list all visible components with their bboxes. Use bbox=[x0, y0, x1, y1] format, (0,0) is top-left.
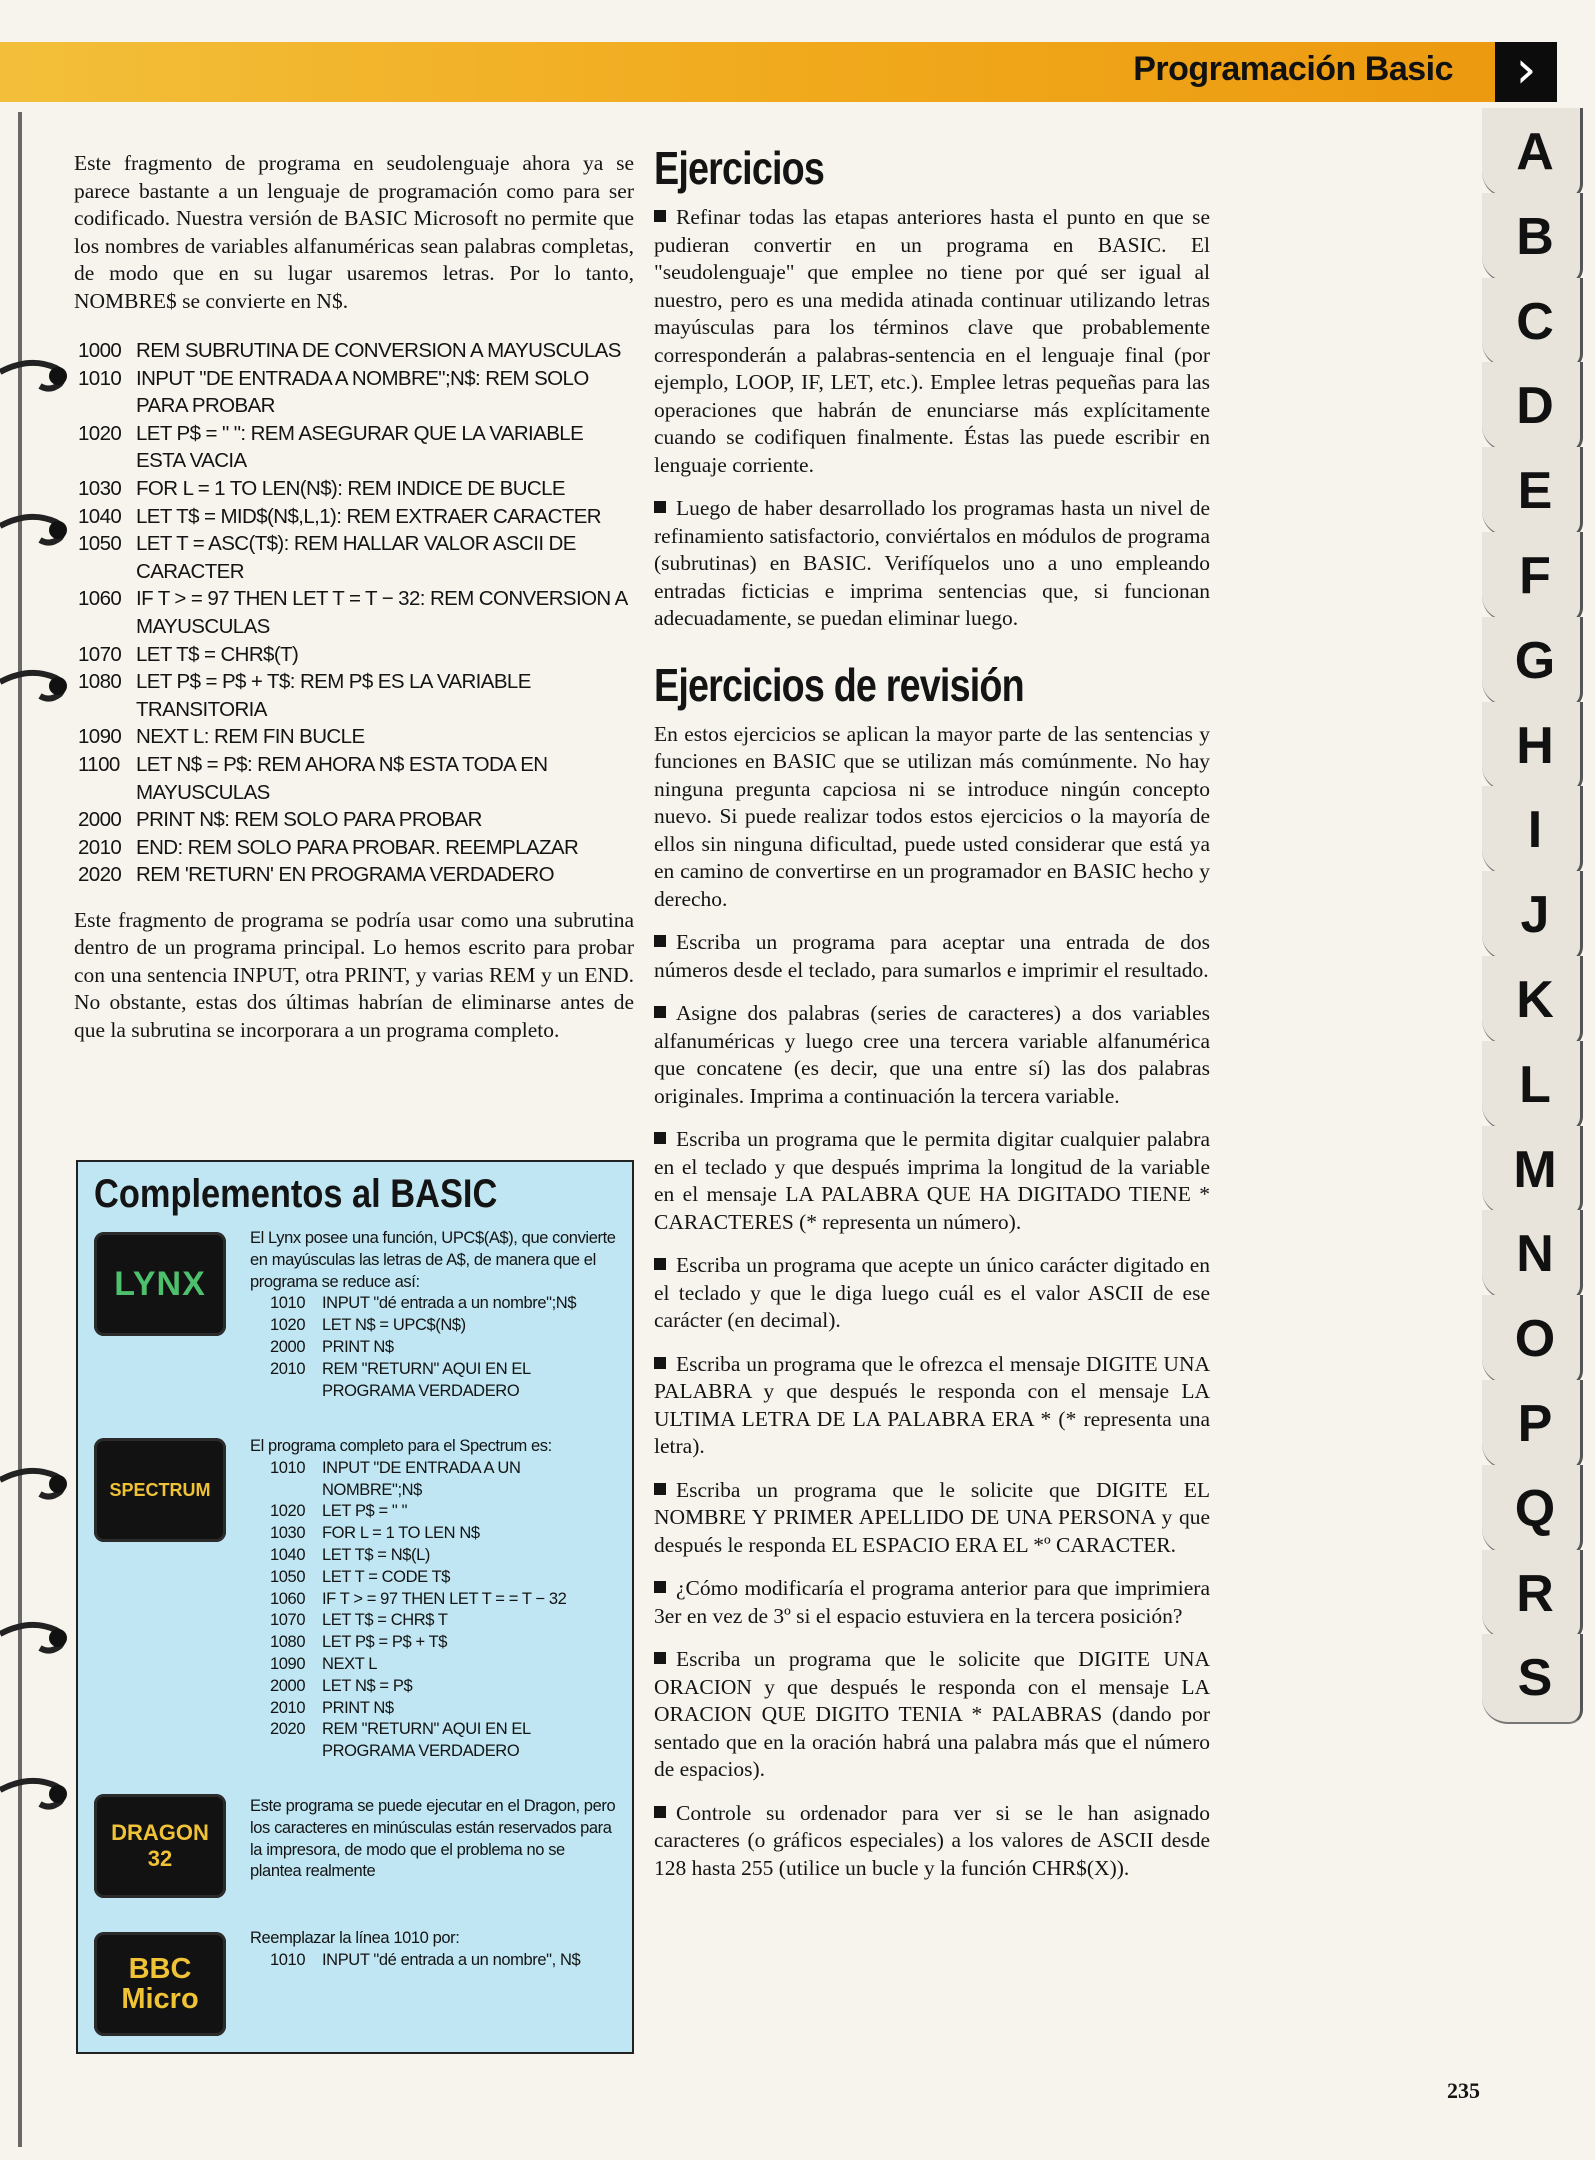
spectrum-code-line-text: FOR L = 1 TO LEN N$ bbox=[322, 1524, 480, 1543]
revision-item-text: Escriba un programa que le solicite que DIGITE UNA ORACION y que después le responda con el mensaje LA ORACION QUE DIGITO TENIA * PALABRAS (dando por sentado que en la oración habrá una palabra más que el número de espacios). bbox=[654, 1647, 1210, 1781]
margin-rule bbox=[18, 112, 22, 2147]
code-line bbox=[78, 530, 634, 585]
bullet-square-icon bbox=[654, 1652, 666, 1664]
revision-item bbox=[654, 1126, 1210, 1236]
spectrum-code-line-text: LET T$ = CHR$ T bbox=[322, 1611, 448, 1630]
code-line-text: FOR L = 1 TO LEN(N$): REM INDICE DE BUCLE bbox=[136, 476, 565, 500]
header-banner bbox=[0, 42, 1495, 102]
ejercicio-item bbox=[654, 204, 1210, 479]
spectrum-code-line-number: 1090 bbox=[270, 1654, 306, 1673]
spectrum-code-line-number: 1030 bbox=[270, 1524, 306, 1543]
code-line bbox=[78, 723, 634, 751]
section-title: Programación Basic bbox=[1133, 50, 1453, 88]
bullet-square-icon bbox=[654, 1806, 666, 1818]
spectrum-code-line-number: 1080 bbox=[270, 1633, 306, 1652]
code-line-text: REM 'RETURN' EN PROGRAMA VERDADERO bbox=[136, 863, 554, 887]
spectrum-code-line bbox=[250, 1501, 618, 1523]
spectrum-code-line-text: NEXT L bbox=[322, 1654, 378, 1673]
revision-item bbox=[654, 1575, 1210, 1630]
code-line-text: LET N$ = P$: REM AHORA N$ ESTA TODA EN MAYUSCULAS bbox=[136, 752, 548, 804]
revision-item-text: Escriba un programa que le ofrezca el mensaje DIGITE UNA PALABRA y que después le responda con el mensaje LA ULTIMA LETRA DE LA PALABRA ERA * (* representa una letra). bbox=[654, 1351, 1210, 1458]
dragon-entry bbox=[250, 1796, 618, 1883]
bullet-square-icon bbox=[654, 935, 666, 947]
spectrum-code-line-number: 1020 bbox=[270, 1502, 306, 1521]
bbc-text: Reemplazar la línea 1010 por: bbox=[250, 1929, 460, 1947]
spectrum-code-line-number: 1040 bbox=[270, 1545, 306, 1564]
spectrum-code bbox=[250, 1458, 618, 1763]
lynx-code-line-text: LET N$ = UPC$(N$) bbox=[322, 1316, 466, 1335]
lynx-entry bbox=[250, 1228, 618, 1402]
left-column bbox=[74, 150, 634, 1044]
spectrum-text: El programa completo para el Spectrum es: bbox=[250, 1437, 552, 1455]
bbc-badge-line1: BBC bbox=[128, 1953, 192, 1985]
ejercicio-item bbox=[654, 495, 1210, 633]
lynx-code-line-number: 1020 bbox=[270, 1316, 306, 1335]
tab-o[interactable]: O bbox=[1514, 1310, 1556, 1369]
bullet-square-icon bbox=[654, 1132, 666, 1144]
spectrum-code-line bbox=[250, 1589, 618, 1611]
spectrum-code-line-number: 1060 bbox=[270, 1589, 306, 1608]
spectrum-code-line bbox=[250, 1458, 618, 1502]
tab-n[interactable]: N bbox=[1516, 1225, 1554, 1284]
spectrum-code-line-number: 1070 bbox=[270, 1611, 306, 1630]
code-line-text: LET T$ = MID$(N$,L,1): REM EXTRAER CARACTER bbox=[136, 504, 601, 528]
lynx-code-line-text: REM "RETURN" AQUI EN EL PROGRAMA VERDADERO bbox=[322, 1359, 531, 1400]
spectrum-code-line-text: PRINT N$ bbox=[322, 1698, 394, 1717]
code-line-text: PRINT N$: REM SOLO PARA PROBAR bbox=[136, 808, 482, 832]
tab-h[interactable]: H bbox=[1516, 716, 1554, 775]
spectrum-badge: SPECTRUM bbox=[94, 1438, 226, 1542]
spectrum-code-line-number: 2010 bbox=[270, 1698, 306, 1717]
bbc-code-line-number: 1010 bbox=[270, 1950, 306, 1969]
tab-p[interactable]: P bbox=[1517, 1395, 1553, 1453]
intro-paragraph: Este fragmento de programa en seudolenguaje ahora ya se parece bastante a un lenguaje de programación como para ser codificado. Nuestra versión de BASIC Microsoft no permite que los nombres de variables alfanuméricas sean palabras completas, de modo que en su lugar usaremos letras. Por lo tanto, NOMBRE$ se convierte en N$. bbox=[74, 151, 634, 313]
index-tabs bbox=[1496, 110, 1595, 2160]
lynx-badge: LYNX bbox=[94, 1232, 226, 1336]
revision-list bbox=[654, 929, 1210, 1882]
spectrum-entry bbox=[250, 1436, 618, 1763]
box-title: Complementos al BASIC bbox=[94, 1172, 498, 1216]
spectrum-code-line bbox=[250, 1567, 618, 1589]
code-line bbox=[78, 475, 634, 503]
tab-m[interactable]: M bbox=[1513, 1140, 1557, 1199]
revision-item bbox=[654, 1646, 1210, 1784]
tab-q[interactable]: Q bbox=[1514, 1479, 1556, 1538]
binder-ring-icon bbox=[0, 1614, 70, 1656]
code-listing bbox=[78, 337, 634, 889]
revision-intro: En estos ejercicios se aplican la mayor parte de las sentencias y funciones en BASIC que se utilizan más comúnmente. No hay ninguna pregunta capciosa ni se introduce ningún concepto nuevo. Si puede realizar todos estos ejercicios o la mayoría de ellos sin ninguna dificultad, puede usted considerar que está ya en camino de convertirse en un programador en BASIC hecho y derecho. bbox=[654, 721, 1210, 911]
revision-item bbox=[654, 1477, 1210, 1560]
code-line bbox=[78, 806, 634, 834]
spectrum-code-line-text: IF T > = 97 THEN LET T = = T − 32 bbox=[322, 1589, 567, 1608]
code-line-number: 1090 bbox=[78, 725, 122, 749]
bullet-square-icon bbox=[654, 210, 666, 222]
code-line-text: END: REM SOLO PARA PROBAR. REEMPLAZAR bbox=[136, 835, 579, 859]
code-line-text: LET P$ = P$ + T$: REM P$ ES LA VARIABLE TRANSITORIA bbox=[136, 670, 531, 721]
bbc-code-line bbox=[250, 1950, 618, 1972]
lynx-text: El Lynx posee una función, UPC$(A$), que convierte en mayúsculas las letras de A$, de manera que el programa se reduce así: bbox=[250, 1229, 616, 1291]
revision-item-text: Escriba un programa que le permita digitar cualquier palabra en el teclado y que después imprima la longitud de la variable en el mensaje LA PALABRA QUE HA DIGITADO TIENE * CARACTERES (* representa un número). bbox=[654, 1127, 1210, 1234]
spectrum-code-line bbox=[250, 1654, 618, 1676]
spectrum-code-line bbox=[250, 1676, 618, 1698]
code-line-text: LET T$ = CHR$(T) bbox=[136, 642, 299, 666]
spectrum-code-line-text: LET T$ = N$(L) bbox=[322, 1545, 430, 1564]
spectrum-code-line-number: 1050 bbox=[270, 1567, 306, 1586]
bullet-square-icon bbox=[654, 1581, 666, 1593]
dragon-text: Este programa se puede ejecutar en el Dragon, pero los caracteres en minúsculas están reservados para la impresora, de modo que el problema no se plantea realmente bbox=[250, 1797, 616, 1881]
code-line-text: NEXT L: REM FIN BUCLE bbox=[136, 725, 365, 749]
lynx-code bbox=[250, 1293, 618, 1402]
bullet-square-icon bbox=[654, 1483, 666, 1495]
code-line bbox=[78, 834, 634, 862]
code-line bbox=[78, 337, 634, 365]
revision-item-text: Asigne dos palabras (series de caracteres) a dos variables alfanuméricas y luego cree una tercera variable alfanumérica que concatene (es decir, que una entre sí) las dos palabras originales. Imprima a continuación la tercera variable. bbox=[654, 1001, 1210, 1108]
code-line-number: 1060 bbox=[78, 587, 122, 611]
bbc-code-line-text: INPUT "dé entrada a un nombre", N$ bbox=[322, 1950, 581, 1969]
tab-f[interactable]: F bbox=[1519, 547, 1551, 605]
revision-heading: Ejercicios de revisión bbox=[654, 658, 1024, 711]
tab-k[interactable]: K bbox=[1516, 971, 1554, 1029]
revision-item bbox=[654, 1252, 1210, 1335]
code-line-number: 2000 bbox=[78, 808, 122, 832]
page-number: 235 bbox=[1447, 2078, 1480, 2103]
spectrum-code-line bbox=[250, 1545, 618, 1567]
complementos-box bbox=[76, 1160, 634, 2054]
spectrum-code-line-number: 2020 bbox=[270, 1720, 306, 1739]
lynx-code-line-number: 1010 bbox=[270, 1294, 306, 1313]
lynx-code-line-number: 2000 bbox=[270, 1337, 306, 1356]
spectrum-code-line bbox=[250, 1719, 618, 1763]
spectrum-code-line bbox=[250, 1610, 618, 1632]
tab-c[interactable]: C bbox=[1516, 292, 1554, 351]
binder-ring-icon bbox=[0, 1770, 70, 1812]
dragon-badge-line2: 32 bbox=[147, 1846, 173, 1871]
revision-item bbox=[654, 1800, 1210, 1883]
tab-s[interactable]: S bbox=[1517, 1649, 1553, 1708]
revision-item-text: Controle su ordenador para ver si se le han asignado caracteres (o gráficos especiales) a los valores de ASCII desde 128 hasta 255 (utilice un bucle y la función CHR$(X)). bbox=[654, 1800, 1210, 1880]
code-line-text: IF T > = 97 THEN LET T = T − 32: REM CONVERSION A MAYUSCULAS bbox=[136, 587, 627, 638]
spectrum-code-line bbox=[250, 1632, 618, 1654]
revision-item bbox=[654, 1351, 1210, 1461]
tab-i[interactable]: I bbox=[1527, 801, 1543, 860]
code-line bbox=[78, 751, 634, 806]
spectrum-code-line bbox=[250, 1523, 618, 1545]
spectrum-code-line-text: LET P$ = " " bbox=[322, 1502, 408, 1521]
code-line-text: LET T = ASC(T$): REM HALLAR VALOR ASCII DE CARACTER bbox=[136, 532, 576, 583]
code-line bbox=[78, 503, 634, 531]
tab-e[interactable]: E bbox=[1517, 462, 1553, 521]
lynx-code-line bbox=[250, 1337, 618, 1359]
binder-ring-icon bbox=[0, 1460, 70, 1502]
tab-j[interactable]: J bbox=[1520, 886, 1550, 945]
code-line-number: 1050 bbox=[78, 532, 122, 556]
lynx-code-line bbox=[250, 1315, 618, 1337]
lynx-code-line-text: INPUT "dé entrada a un nombre";N$ bbox=[322, 1294, 577, 1313]
code-line-number: 1070 bbox=[78, 642, 122, 666]
revision-item bbox=[654, 1000, 1210, 1110]
code-line-text: INPUT "DE ENTRADA A NOMBRE";N$: REM SOLO PARA PROBAR bbox=[136, 366, 589, 418]
binder-ring-icon bbox=[0, 662, 70, 704]
lynx-code-line bbox=[250, 1359, 618, 1403]
bullet-square-icon bbox=[654, 1006, 666, 1018]
code-line-number: 1080 bbox=[78, 670, 122, 694]
code-line-number: 1020 bbox=[78, 421, 122, 445]
bbc-badge-line2: Micro bbox=[121, 1983, 199, 2015]
revision-item bbox=[654, 929, 1210, 984]
dragon-badge-line1: DRAGON bbox=[111, 1820, 209, 1845]
bullet-square-icon bbox=[654, 1357, 666, 1369]
code-line-text: LET P$ = " ": REM ASEGURAR QUE LA VARIABLE ESTA VACIA bbox=[136, 421, 584, 473]
spectrum-code-line-text: LET T = CODE T$ bbox=[322, 1567, 451, 1586]
lynx-code-line-number: 2010 bbox=[270, 1359, 306, 1378]
code-line-number: 2020 bbox=[78, 863, 122, 887]
spectrum-code-line-text: LET N$ = P$ bbox=[322, 1676, 413, 1695]
code-line bbox=[78, 420, 634, 475]
tab-l[interactable]: L bbox=[1519, 1055, 1551, 1114]
lynx-code-line-text: PRINT N$ bbox=[322, 1337, 394, 1356]
code-line-number: 1030 bbox=[78, 476, 122, 500]
spectrum-code-line-text: REM "RETURN" AQUI EN EL PROGRAMA VERDADERO bbox=[322, 1720, 531, 1761]
spectrum-code-line bbox=[250, 1698, 618, 1720]
code-line-number: 1000 bbox=[78, 339, 122, 362]
code-line bbox=[78, 585, 634, 640]
right-column bbox=[654, 142, 1210, 1898]
ejercicios-list bbox=[654, 204, 1210, 633]
code-line-number: 2010 bbox=[78, 835, 122, 859]
code-line-text: REM SUBRUTINA DE CONVERSION A MAYUSCULAS bbox=[136, 339, 621, 362]
code-line bbox=[78, 365, 634, 420]
tab-b[interactable]: B bbox=[1516, 207, 1554, 266]
spectrum-code-line-text: INPUT "DE ENTRADA A UN NOMBRE";N$ bbox=[322, 1458, 521, 1499]
binder-ring-icon bbox=[0, 352, 70, 394]
code-line-number: 1010 bbox=[78, 366, 122, 390]
lynx-code-line bbox=[250, 1293, 618, 1315]
code-line bbox=[78, 641, 634, 669]
dragon-badge bbox=[94, 1794, 226, 1898]
bbc-code bbox=[250, 1950, 618, 1972]
revision-item-text: ¿Cómo modificaría el programa anterior para que imprimiera 3er en vez de 3º si el espacio estuviera en la tercera posición? bbox=[654, 1576, 1210, 1628]
revision-item-text: Escriba un programa que le solicite que DIGITE EL NOMBRE Y PRIMER APELLIDO DE UNA PERSONA y que después le responda EL ESPACIO ERA EL *º CARACTER. bbox=[654, 1477, 1210, 1557]
code-line-number: 1040 bbox=[78, 504, 122, 528]
chevron-right-icon[interactable]: › bbox=[1495, 42, 1557, 102]
revision-item-text: Escriba un programa que acepte un único carácter digitado en el teclado y que le diga luego cuál es el valor ASCII de ese carácter (en decimal). bbox=[654, 1253, 1210, 1332]
ejercicios-heading: Ejercicios bbox=[654, 142, 825, 194]
code-line-number: 1100 bbox=[78, 752, 120, 776]
tab-r[interactable]: R bbox=[1516, 1564, 1554, 1623]
code-line bbox=[78, 668, 634, 723]
ejercicio-item-text: Luego de haber desarrollado los programas hasta un nivel de refinamiento satisfactorio, conviértalos en módulos de programa (subrutinas) en BASIC. Verifíquelos uno a uno empleando entradas ficticias e imprima sentencias que, si funcionan adecuadamente, se puedan eliminar luego. bbox=[654, 496, 1210, 630]
revision-item-text: Escriba un programa para aceptar una entrada de dos números desde el teclado, para sumarlos e imprimir el resultado. bbox=[654, 930, 1210, 982]
tab-g[interactable]: G bbox=[1514, 631, 1556, 690]
bbc-badge bbox=[94, 1932, 226, 2036]
ejercicio-item-text: Refinar todas las etapas anteriores hasta el punto en que se pudieran convertir en un programa en BASIC. El "seudolenguaje" que emplee no tiene por qué ser igual al nuestro, pero es una medida atinada continuar utilizando letras mayúsculas para los términos clave que probablemente corresponderán a palabras-sentencia en el lenguaje final (por ejemplo, LOOP, IF, LET, etc.). Emplee letras pequeñas para las operaciones que habrán de enunciarse más explícitamente cuando se codifiquen finalmente. Éstas las puede escribir en lenguaje corriente. bbox=[654, 205, 1210, 477]
bbc-entry bbox=[250, 1928, 618, 1972]
outro-paragraph: Este fragmento de programa se podría usar como una subrutina dentro de un programa principal. Lo hemos escrito para probar con una sentencia INPUT, otra PRINT, y varias REM y un END. No obstante, estas dos últimas habrían de eliminarse antes de que la subrutina se incorporara a un programa completo. bbox=[74, 907, 634, 1042]
tab-a[interactable]: A bbox=[1516, 123, 1554, 181]
bullet-square-icon bbox=[654, 1258, 666, 1270]
spectrum-code-line-number: 2000 bbox=[270, 1676, 306, 1695]
spectrum-code-line-text: LET P$ = P$ + T$ bbox=[322, 1633, 448, 1652]
tab-d[interactable]: D bbox=[1516, 377, 1554, 436]
code-line bbox=[78, 861, 634, 889]
bullet-square-icon bbox=[654, 501, 666, 513]
spectrum-code-line-number: 1010 bbox=[270, 1458, 306, 1477]
binder-ring-icon bbox=[0, 506, 70, 548]
